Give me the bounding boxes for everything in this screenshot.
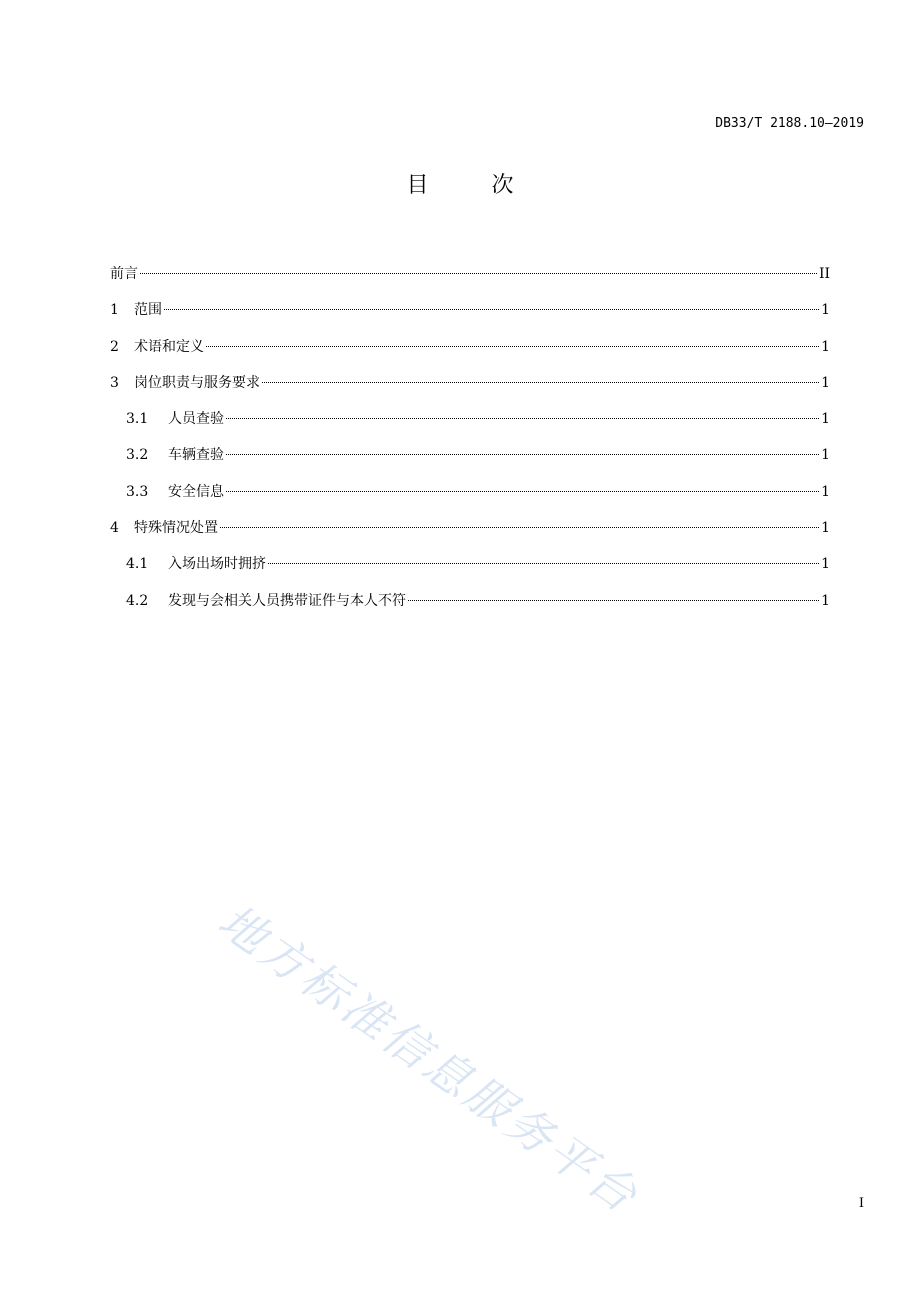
toc-entry-foreword[interactable] <box>110 262 830 298</box>
toc-leader-dots <box>226 418 819 419</box>
toc-entry-page: 1 <box>821 338 830 355</box>
toc-entry-label: 安全信息 <box>168 483 224 500</box>
toc-entry-number: 4 <box>110 520 119 537</box>
toc-entry-3-1[interactable] <box>110 407 830 443</box>
toc-entry-page: 1 <box>821 520 830 537</box>
toc-leader-dots <box>140 273 817 274</box>
toc-leader-dots <box>164 309 819 310</box>
toc-entry-3-2[interactable] <box>110 443 830 479</box>
toc-entry-page: 1 <box>821 447 830 464</box>
standard-code: DB33/T 2188.10—2019 <box>715 116 864 131</box>
toc-entry-page: 1 <box>821 483 830 500</box>
page-number: I <box>858 1196 864 1211</box>
toc-entry-label: 车辆查验 <box>168 447 224 464</box>
toc-entry-page: 1 <box>821 556 830 573</box>
toc-entry-page: 1 <box>821 302 830 319</box>
toc-entry-label: 岗位职责与服务要求 <box>134 374 260 391</box>
toc-leader-dots <box>206 346 819 347</box>
toc-entry-1[interactable] <box>110 298 830 334</box>
toc-leader-dots <box>220 527 819 528</box>
toc-entry-page: 1 <box>821 592 830 609</box>
toc-entry-label: 发现与会相关人员携带证件与本人不符 <box>168 592 406 609</box>
toc-entry-3-3[interactable] <box>110 480 830 516</box>
toc-leader-dots <box>408 600 819 601</box>
toc-entry-number: 4.2 <box>126 592 149 609</box>
toc-entry-number: 1 <box>110 302 119 319</box>
toc-entry-label: 术语和定义 <box>134 338 204 355</box>
toc-entry-page: 1 <box>821 411 830 428</box>
toc-entry-number: 3 <box>110 374 119 391</box>
toc-entry-label: 范围 <box>134 302 162 319</box>
watermark: 地方标准信息服务平台 <box>208 893 650 1225</box>
toc-leader-dots <box>226 491 819 492</box>
toc-entry-4-1[interactable] <box>110 552 830 588</box>
toc-entry-label: 前言 <box>110 266 138 282</box>
toc-entry-label: 特殊情况处置 <box>134 520 218 537</box>
toc-entry-4[interactable] <box>110 516 830 552</box>
toc-leader-dots <box>226 454 819 455</box>
toc-entry-4-2[interactable] <box>110 589 830 625</box>
table-of-contents <box>110 262 830 625</box>
toc-entry-label: 入场出场时拥挤 <box>168 556 266 573</box>
toc-leader-dots <box>268 563 819 564</box>
toc-entry-3[interactable] <box>110 371 830 407</box>
toc-entry-label: 人员查验 <box>168 411 224 428</box>
toc-entry-page: II <box>818 266 830 282</box>
page-title: 目 次 <box>406 173 542 198</box>
toc-leader-dots <box>262 382 819 383</box>
toc-entry-number: 4.1 <box>126 556 149 573</box>
toc-entry-number: 2 <box>110 338 119 355</box>
toc-entry-number: 3.3 <box>126 483 149 500</box>
toc-entry-page: 1 <box>821 374 830 391</box>
toc-entry-number: 3.2 <box>126 447 149 464</box>
toc-entry-2[interactable] <box>110 335 830 371</box>
toc-entry-number: 3.1 <box>126 411 149 428</box>
